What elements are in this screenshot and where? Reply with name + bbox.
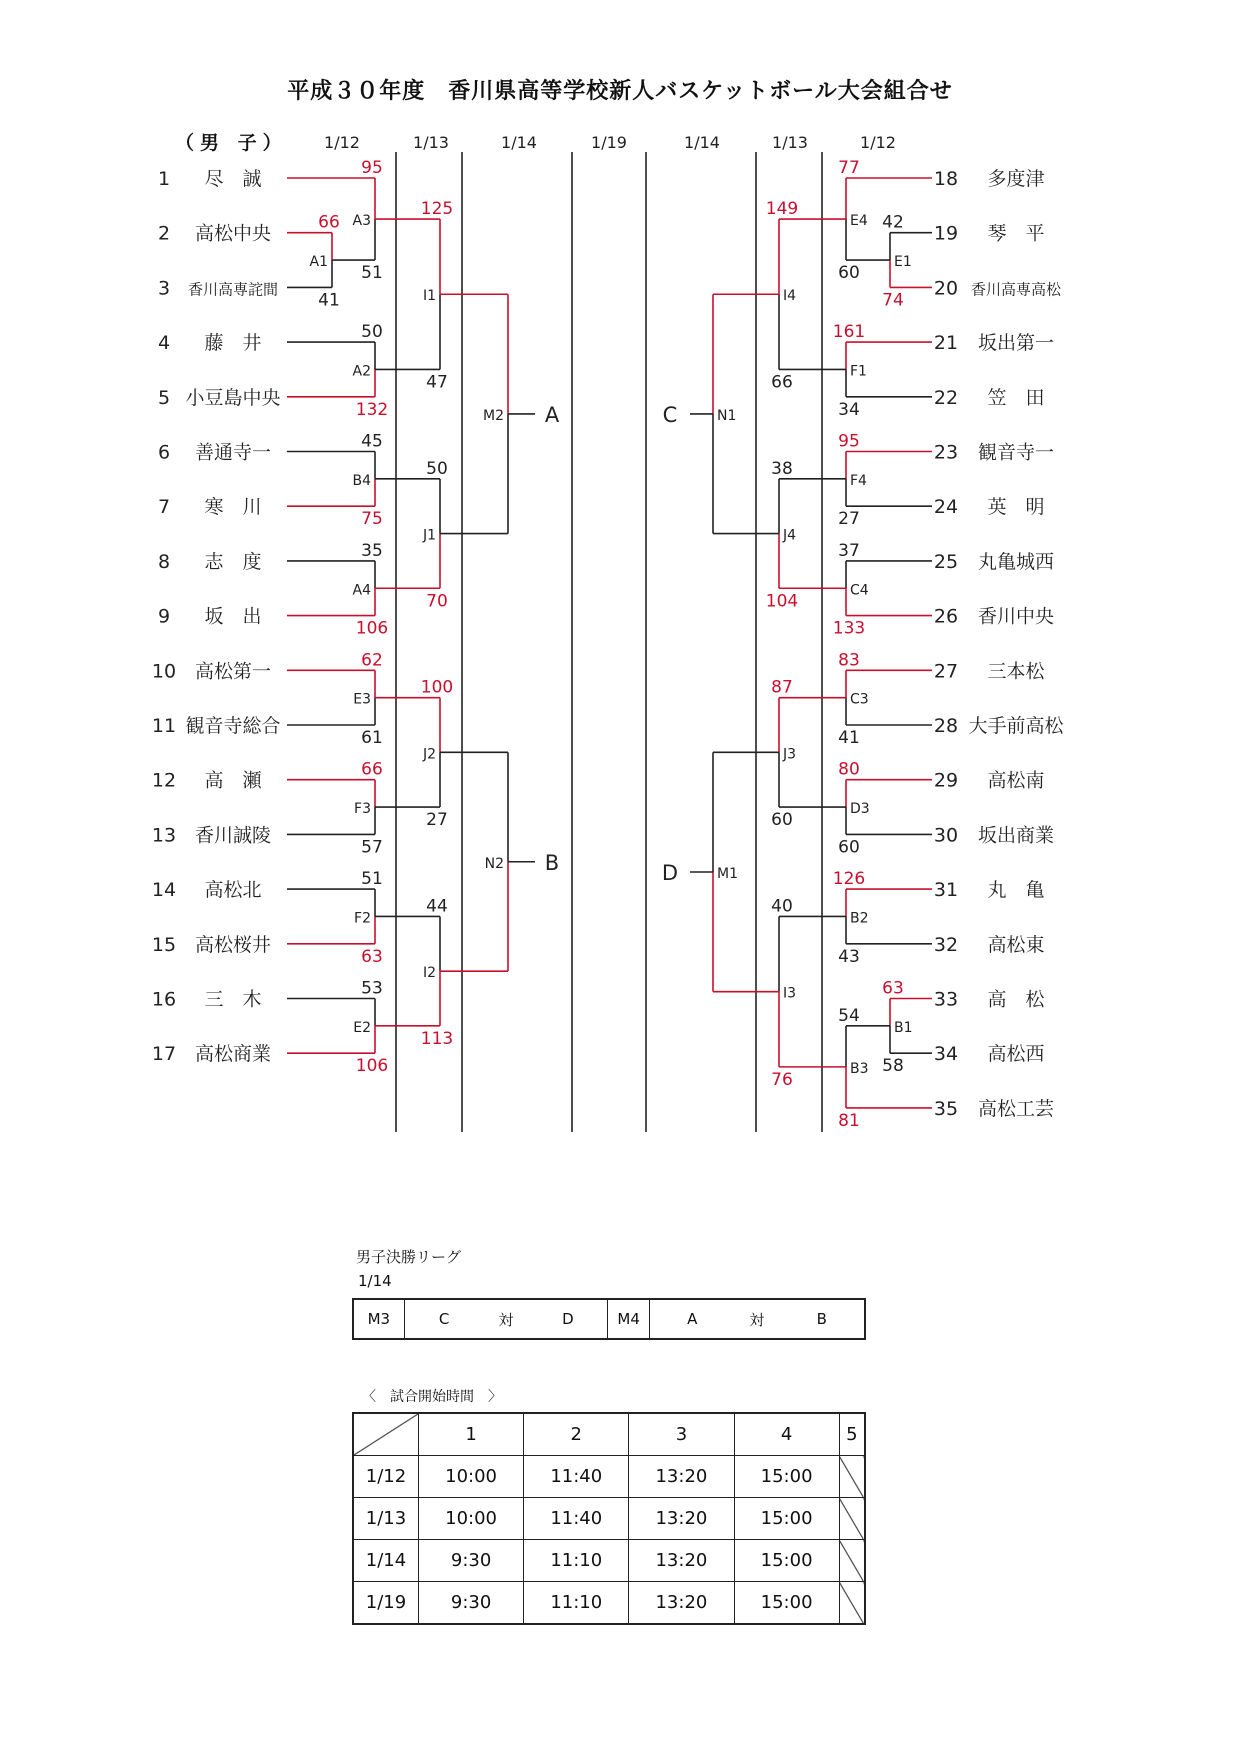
final-league-title: 男子決勝リーグ — [356, 1248, 462, 1266]
time-cell: 13:20 — [629, 1540, 734, 1582]
team-name: 高松西 — [987, 1043, 1045, 1066]
team-name: 坂出商業 — [977, 824, 1055, 847]
match-id: B1 — [894, 1019, 913, 1036]
match-id: E4 — [850, 213, 868, 230]
match-id: F1 — [850, 363, 867, 380]
group-label: C — [662, 402, 678, 427]
team-number: 25 — [933, 550, 959, 573]
match-score: 66 — [361, 759, 383, 780]
team-name: 英 明 — [987, 496, 1045, 519]
team-number: 8 — [157, 550, 171, 573]
team-number: 31 — [933, 879, 959, 902]
match-score: 45 — [361, 431, 383, 452]
match-score: 75 — [361, 509, 383, 530]
group-label: A — [544, 402, 560, 427]
team-name: 観音寺一 — [977, 441, 1055, 464]
match-score: 74 — [882, 290, 904, 311]
match-id: J1 — [422, 527, 436, 544]
final-league-table — [352, 1298, 866, 1340]
match-score: 60 — [838, 837, 860, 858]
team-number: 16 — [151, 988, 177, 1011]
match-score: 66 — [771, 372, 793, 393]
team-name: 志 度 — [204, 550, 262, 573]
match-score: 60 — [771, 810, 793, 831]
match-id: J4 — [783, 527, 797, 544]
column-header: 1 — [419, 1413, 524, 1456]
league-away: D — [529, 1299, 608, 1339]
round-date-header: 1/14 — [501, 133, 537, 152]
row-date: 1/12 — [353, 1456, 419, 1498]
team-name: 高 松 — [987, 988, 1045, 1011]
team-number: 2 — [157, 222, 171, 245]
team-number: 17 — [151, 1043, 177, 1066]
match-score: 47 — [426, 372, 448, 393]
time-cell: 15:00 — [734, 1582, 839, 1625]
match-score: 41 — [838, 728, 860, 748]
team-number: 3 — [157, 277, 171, 300]
match-score: 51 — [361, 869, 383, 890]
match-id: J3 — [783, 746, 797, 763]
team-number: 23 — [933, 441, 959, 464]
match-score: 60 — [838, 263, 860, 284]
match-score: 35 — [361, 540, 383, 561]
match-score: 113 — [420, 1028, 454, 1049]
match-score: 66 — [318, 212, 340, 233]
match-score: 53 — [361, 978, 383, 999]
final-league-date: 1/14 — [358, 1272, 392, 1290]
match-score: 63 — [882, 978, 904, 999]
league-vs: 対 — [734, 1299, 779, 1339]
column-header: 5 — [839, 1413, 865, 1456]
match-score: 43 — [838, 946, 860, 967]
league-home: A — [649, 1299, 734, 1339]
team-name: 高松第一 — [194, 660, 272, 683]
match-score: 95 — [838, 431, 860, 452]
team-number: 18 — [933, 168, 959, 190]
column-header: 2 — [524, 1413, 629, 1456]
match-score: 100 — [420, 677, 454, 698]
team-name: 尽 誠 — [204, 168, 262, 190]
team-number: 9 — [157, 605, 171, 628]
empty-cell — [839, 1498, 865, 1540]
team-number: 24 — [933, 496, 959, 519]
team-number: 14 — [151, 879, 177, 902]
team-number: 13 — [151, 824, 177, 847]
team-name: 香川誠陵 — [194, 824, 272, 847]
league-game-id: M4 — [608, 1299, 650, 1339]
team-name: 坂 出 — [204, 605, 262, 628]
start-times-table — [352, 1412, 866, 1625]
match-id: J2 — [422, 746, 436, 763]
league-vs: 対 — [484, 1299, 529, 1339]
match-id: B3 — [850, 1060, 869, 1077]
time-cell: 11:40 — [524, 1498, 629, 1540]
time-cell: 9:30 — [419, 1540, 524, 1582]
team-name: 高松東 — [987, 933, 1045, 956]
match-score: 126 — [832, 869, 866, 890]
match-score: 83 — [838, 650, 860, 671]
team-name: 高松工芸 — [977, 1097, 1055, 1120]
match-score: 133 — [832, 618, 866, 639]
empty-cell — [839, 1540, 865, 1582]
corner-cell — [353, 1413, 419, 1456]
team-number: 26 — [933, 605, 959, 628]
time-cell: 10:00 — [419, 1456, 524, 1498]
team-name: 高松商業 — [194, 1043, 272, 1066]
team-name: 琴 平 — [987, 222, 1045, 245]
match-score: 81 — [838, 1110, 860, 1131]
team-number: 21 — [933, 332, 959, 355]
match-score: 58 — [882, 1056, 904, 1077]
round-date-header: 1/12 — [860, 133, 896, 152]
team-name: 丸亀城西 — [977, 550, 1055, 573]
match-id: N2 — [484, 855, 504, 872]
team-name: 高松桜井 — [194, 933, 272, 956]
group-label: D — [661, 861, 679, 886]
team-name: 笠 田 — [987, 386, 1045, 409]
match-id: F4 — [850, 472, 867, 489]
team-number: 19 — [933, 222, 959, 245]
match-id: E2 — [353, 1019, 371, 1036]
team-name: 大手前高松 — [968, 715, 1064, 737]
team-number: 7 — [157, 496, 171, 519]
match-id: I2 — [422, 965, 436, 982]
team-number: 10 — [151, 660, 177, 683]
match-score: 87 — [771, 677, 793, 698]
time-cell: 11:10 — [524, 1540, 629, 1582]
team-name: 三本松 — [987, 660, 1045, 683]
team-number: 29 — [933, 769, 959, 792]
match-score: 41 — [318, 290, 340, 311]
team-name: 多度津 — [987, 168, 1045, 190]
league-home: C — [404, 1299, 483, 1339]
match-score: 161 — [832, 322, 866, 343]
team-name: 藤 井 — [204, 332, 262, 355]
match-score: 149 — [765, 199, 799, 220]
round-date-header: 1/19 — [591, 133, 627, 152]
match-score: 38 — [771, 458, 793, 479]
match-score: 63 — [361, 946, 383, 967]
team-number: 28 — [933, 715, 959, 737]
match-score: 50 — [426, 458, 448, 479]
team-number: 22 — [933, 386, 959, 409]
match-id: F2 — [354, 910, 371, 927]
start-times-title: 〈 試合開始時間 〉 — [362, 1389, 502, 1405]
match-id: D3 — [850, 801, 870, 818]
team-name: 高松中央 — [194, 222, 272, 245]
round-date-header: 1/13 — [413, 133, 449, 152]
time-cell: 13:20 — [629, 1582, 734, 1625]
team-number: 6 — [157, 441, 171, 464]
team-number: 11 — [151, 715, 177, 737]
match-score: 27 — [426, 810, 448, 831]
time-cell: 11:40 — [524, 1456, 629, 1498]
team-name: 小豆島中央 — [185, 386, 281, 409]
team-name: 善通寺一 — [194, 441, 272, 464]
team-number: 15 — [151, 933, 177, 956]
match-score: 70 — [426, 591, 448, 612]
team-name: 三 木 — [204, 988, 262, 1011]
match-id: B2 — [850, 910, 869, 927]
team-number: 1 — [157, 168, 171, 190]
match-id: C3 — [850, 691, 869, 708]
team-number: 33 — [933, 988, 959, 1011]
team-number: 35 — [933, 1097, 959, 1120]
team-number: 20 — [933, 277, 959, 300]
round-date-header: 1/12 — [324, 133, 360, 152]
match-id: M2 — [483, 407, 504, 424]
row-date: 1/14 — [353, 1540, 419, 1582]
team-name: 坂出第一 — [977, 332, 1055, 355]
match-id: I1 — [422, 288, 436, 305]
match-id: C4 — [850, 582, 869, 599]
match-score: 37 — [838, 540, 860, 561]
team-number: 34 — [933, 1043, 959, 1066]
match-id: B4 — [352, 472, 371, 489]
match-score: 76 — [771, 1069, 793, 1090]
team-name: 香川高専詫間 — [187, 280, 279, 299]
gender-label: （男 子） — [175, 132, 288, 154]
match-id: N1 — [717, 407, 737, 424]
match-id: I4 — [783, 288, 797, 305]
match-score: 132 — [355, 399, 389, 420]
match-score: 77 — [838, 158, 860, 178]
match-score: 54 — [838, 1005, 860, 1026]
empty-cell — [839, 1456, 865, 1498]
match-score: 95 — [361, 158, 383, 178]
match-score: 62 — [361, 650, 383, 671]
time-cell: 15:00 — [734, 1456, 839, 1498]
team-number: 12 — [151, 769, 177, 792]
match-id: A1 — [309, 254, 328, 271]
team-name: 高 瀬 — [204, 769, 262, 792]
round-date-header: 1/14 — [684, 133, 720, 152]
team-number: 32 — [933, 933, 959, 956]
match-score: 34 — [838, 399, 860, 420]
match-id: A4 — [352, 582, 371, 599]
team-number: 4 — [157, 332, 171, 355]
league-game-id: M3 — [353, 1299, 404, 1339]
match-id: A2 — [352, 363, 371, 380]
time-cell: 15:00 — [734, 1540, 839, 1582]
time-cell: 13:20 — [629, 1498, 734, 1540]
time-cell: 15:00 — [734, 1498, 839, 1540]
time-cell: 13:20 — [629, 1456, 734, 1498]
column-header: 3 — [629, 1413, 734, 1456]
group-label: B — [544, 850, 560, 875]
match-id: A3 — [352, 213, 371, 230]
time-cell: 9:30 — [419, 1582, 524, 1625]
team-number: 5 — [157, 386, 171, 409]
team-name: 丸 亀 — [987, 879, 1045, 902]
match-score: 50 — [361, 322, 383, 343]
match-score: 42 — [882, 212, 904, 233]
match-id: F3 — [354, 801, 371, 818]
team-name: 香川高専高松 — [970, 280, 1062, 299]
team-name: 観音寺総合 — [185, 715, 281, 737]
match-score: 104 — [765, 591, 799, 612]
team-name: 香川中央 — [977, 605, 1055, 628]
match-score: 51 — [361, 263, 383, 284]
team-number: 30 — [933, 824, 959, 847]
round-date-header: 1/13 — [772, 133, 808, 152]
column-header: 4 — [734, 1413, 839, 1456]
match-score: 125 — [420, 199, 454, 220]
match-id: E3 — [353, 691, 371, 708]
league-away: B — [779, 1299, 865, 1339]
match-id: I3 — [783, 985, 797, 1002]
match-score: 106 — [355, 618, 389, 639]
match-score: 106 — [355, 1056, 389, 1077]
page-title: 平成３０年度 香川県高等学校新人バスケットボール大会組合せ — [287, 79, 953, 104]
team-name: 寒 川 — [204, 496, 262, 519]
match-score: 40 — [771, 896, 793, 917]
match-score: 61 — [361, 728, 383, 748]
match-score: 44 — [426, 896, 448, 917]
row-date: 1/19 — [353, 1582, 419, 1625]
time-cell: 10:00 — [419, 1498, 524, 1540]
match-id: E1 — [894, 254, 912, 271]
team-number: 27 — [933, 660, 959, 683]
team-name: 高松南 — [987, 769, 1045, 792]
time-cell: 11:10 — [524, 1582, 629, 1625]
match-score: 57 — [361, 837, 383, 858]
row-date: 1/13 — [353, 1498, 419, 1540]
match-id: M1 — [717, 866, 738, 883]
match-score: 27 — [838, 509, 860, 530]
match-score: 80 — [838, 759, 860, 780]
team-name: 高松北 — [204, 879, 262, 902]
empty-cell — [839, 1582, 865, 1625]
